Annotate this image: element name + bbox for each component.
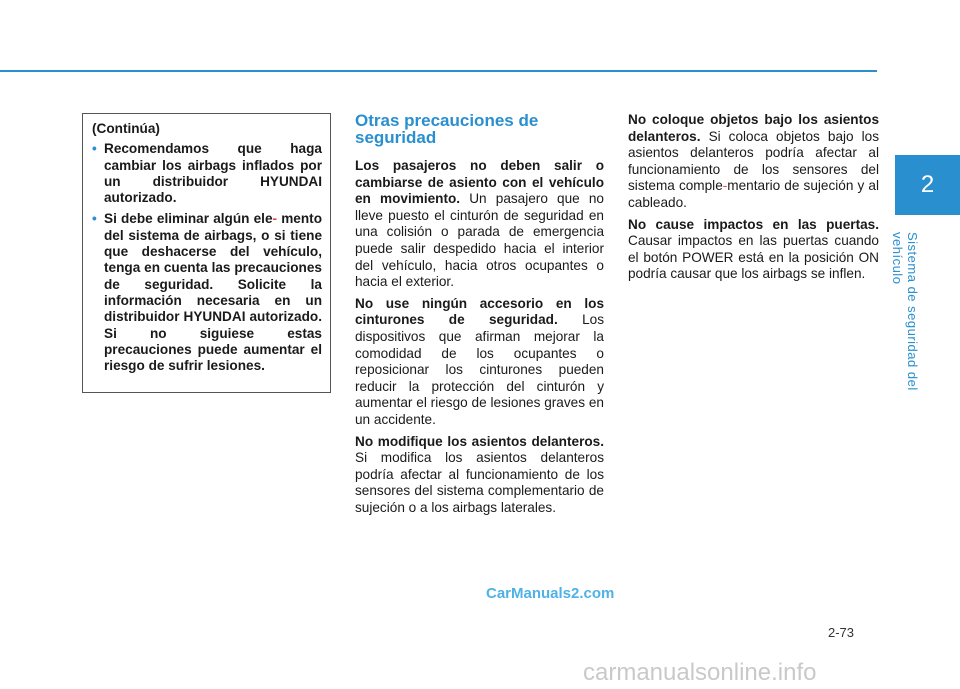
precaution-item	[628, 112, 879, 212]
warning-bullet	[92, 141, 322, 206]
precaution-text: Si modifica los asientos delanteros podría afectar al funcionamiento de los sensores del sistema complementario de sujeción o a los airbags laterales.	[355, 450, 604, 515]
warning-bullet	[92, 211, 322, 374]
chapter-title-vertical: Sistema de seguridad del vehículo	[890, 232, 920, 391]
precaution-item	[355, 158, 604, 291]
precaution-item	[355, 434, 604, 517]
precaution-heading: Los pasajeros no deben salir o cambiarse de asiento con el vehículo en movimiento.	[355, 158, 604, 207]
bullet-text-b: mento del sistema de airbags, o si tiene que deshacerse del vehículo, tenga en cuenta las precauciones de seguridad. Solicite la información necesaria en un distribuidor HYUNDAI autorizado. Si no siguiese estas precauciones puede aumentar el riesgo de sufrir lesiones.	[104, 211, 322, 374]
warning-box	[82, 113, 331, 393]
bullet-dot-icon: •	[92, 141, 97, 157]
continued-label: (Continúa)	[92, 121, 160, 136]
page-number: 2-73	[828, 625, 855, 640]
chapter-tab	[895, 155, 960, 215]
column-middle	[355, 112, 604, 521]
precaution-heading: No use ningún accesorio en los cinturones de seguridad.	[355, 295, 604, 328]
column-right	[628, 112, 879, 288]
precaution-heading: No cause impactos en las puertas.	[628, 216, 879, 232]
precaution-text-a: Si coloca objetos bajo los asientos delanteros podría afectar al funcionamiento de los sensores del sistema comple	[628, 128, 879, 194]
chapter-number: 2	[920, 171, 935, 198]
bullet-dot-icon: •	[92, 211, 97, 227]
watermark-carmanualsonline: carmanualsonline.info	[583, 659, 817, 686]
precaution-text: Un pasajero que no lleve puesto el cinturón de seguridad en una colisión o parada de emergencia puede salir despedido hacia el interior del vehículo, hacia otros ocupantes o hacia el exterior.	[355, 191, 604, 290]
precaution-item	[355, 296, 604, 429]
precaution-text: Los dispositivos que afirman mejorar la comodidad de los ocupantes o reposicionar los cinturones pueden reducir la protección del cinturón y aumentar el riesgo de lesiones graves en un accidente.	[355, 312, 604, 427]
precaution-item	[628, 217, 879, 283]
header-rule	[0, 70, 877, 72]
precaution-text: Causar impactos en las puertas cuando el botón POWER está en la posición ON podría causar que los airbags se inflen.	[628, 233, 879, 282]
hyphen-mark: -	[272, 211, 278, 227]
hyphen-mark: -	[722, 178, 728, 194]
bullet-text-a: Si debe eliminar algún ele	[104, 211, 273, 227]
bullet-text: Recomendamos que haga cambiar los airbags inflados por un distribuidor HYUNDAI autorizado.	[104, 141, 322, 206]
watermark-carmanuals: CarManuals2.com	[486, 585, 615, 602]
precaution-heading: No coloque objetos bajo los asientos delanteros.	[628, 112, 879, 144]
precaution-heading: No modifique los asientos delanteros.	[355, 433, 604, 449]
precaution-text-b: mentario de sujeción y al cableado.	[628, 178, 879, 210]
section-title: Otras precauciones de seguridad	[355, 111, 539, 147]
